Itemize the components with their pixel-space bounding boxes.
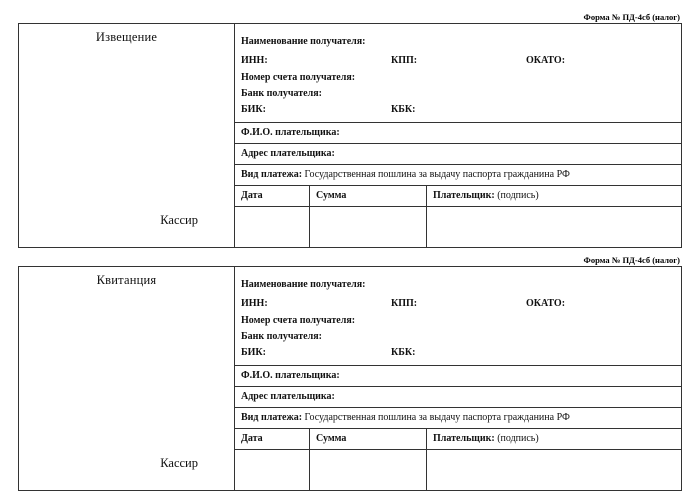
recipient-name-field[interactable]: Наименование получателя:: [241, 36, 366, 47]
column-header-payer: [427, 186, 682, 207]
cell-payer-signature[interactable]: [427, 207, 682, 248]
payer-address-field[interactable]: Адрес плательщика:: [235, 386, 681, 407]
bik-field[interactable]: БИК:: [241, 104, 266, 115]
cell-sum[interactable]: [310, 207, 427, 248]
payer-address-field[interactable]: Адрес плательщика:: [235, 143, 681, 164]
payment-details-table: [235, 428, 681, 490]
column-header-payer-text: Плательщик:: [433, 433, 495, 444]
payer-fio-field[interactable]: Ф.И.О. плательщика:: [235, 122, 681, 143]
column-header-sum: Сумма: [310, 186, 427, 207]
payment-type-row: [235, 164, 681, 185]
form-table: [18, 266, 682, 491]
payment-form-kvitanciya: [18, 255, 682, 491]
table-header-row: [235, 186, 681, 207]
signature-note: (подпись): [497, 433, 539, 444]
form-code-label: Форма № ПД-4сб (налог): [583, 12, 680, 22]
account-number-field[interactable]: Номер счета получателя:: [241, 72, 356, 83]
bik-kbk-row: [241, 102, 681, 118]
account-number-field[interactable]: Номер счета получателя:: [241, 315, 356, 326]
payer-fio-field[interactable]: Ф.И.О. плательщика:: [235, 365, 681, 386]
form-code-label: Форма № ПД-4сб (налог): [583, 255, 680, 265]
left-column: [19, 267, 235, 491]
right-column: [235, 267, 682, 491]
payment-type-label: Вид платежа:: [241, 169, 303, 180]
column-header-payer-text: Плательщик:: [433, 190, 495, 201]
column-header-date: Дата: [235, 186, 310, 207]
left-column: [19, 24, 235, 248]
kpp-field[interactable]: КПП:: [391, 55, 418, 66]
payment-type-row: [235, 407, 681, 428]
inn-kpp-okato-row: [241, 294, 681, 313]
kbk-field[interactable]: КБК:: [391, 347, 416, 358]
cell-date[interactable]: [235, 207, 310, 248]
recipient-requisites: [235, 267, 681, 365]
document-type-title: Квитанция: [96, 273, 157, 287]
table-header-row: [235, 429, 681, 450]
column-header-payer: [427, 429, 682, 450]
payment-details-table: [235, 185, 681, 247]
cashier-label: Кассир: [160, 213, 198, 227]
bik-field[interactable]: БИК:: [241, 347, 266, 358]
form-table: [18, 23, 682, 248]
payment-type-value: Государственная пошлина за выдачу паспорта гражданина РФ: [304, 169, 570, 180]
inn-field[interactable]: ИНН:: [241, 55, 268, 66]
bank-field[interactable]: Банк получателя:: [241, 331, 322, 342]
cashier-label: Кассир: [160, 456, 198, 470]
payment-type-label: Вид платежа:: [241, 412, 303, 423]
cell-date[interactable]: [235, 450, 310, 491]
bank-field[interactable]: Банк получателя:: [241, 88, 322, 99]
column-header-sum: Сумма: [310, 429, 427, 450]
kpp-field[interactable]: КПП:: [391, 298, 418, 309]
cell-sum[interactable]: [310, 450, 427, 491]
table-row: [235, 207, 681, 248]
okato-field[interactable]: ОКАТО:: [526, 298, 566, 309]
payment-type-value: Государственная пошлина за выдачу паспорта гражданина РФ: [304, 412, 570, 423]
signature-note: (подпись): [497, 190, 539, 201]
right-column: [235, 24, 682, 248]
cell-payer-signature[interactable]: [427, 450, 682, 491]
okato-field[interactable]: ОКАТО:: [526, 55, 566, 66]
bik-kbk-row: [241, 345, 681, 361]
table-row: [235, 450, 681, 491]
recipient-name-field[interactable]: Наименование получателя:: [241, 279, 366, 290]
kbk-field[interactable]: КБК:: [391, 104, 416, 115]
column-header-date: Дата: [235, 429, 310, 450]
document-type-title: Извещение: [95, 30, 158, 44]
inn-kpp-okato-row: [241, 51, 681, 70]
payment-form-izveshenie: [18, 12, 682, 248]
inn-field[interactable]: ИНН:: [241, 298, 268, 309]
recipient-requisites: [235, 24, 681, 122]
